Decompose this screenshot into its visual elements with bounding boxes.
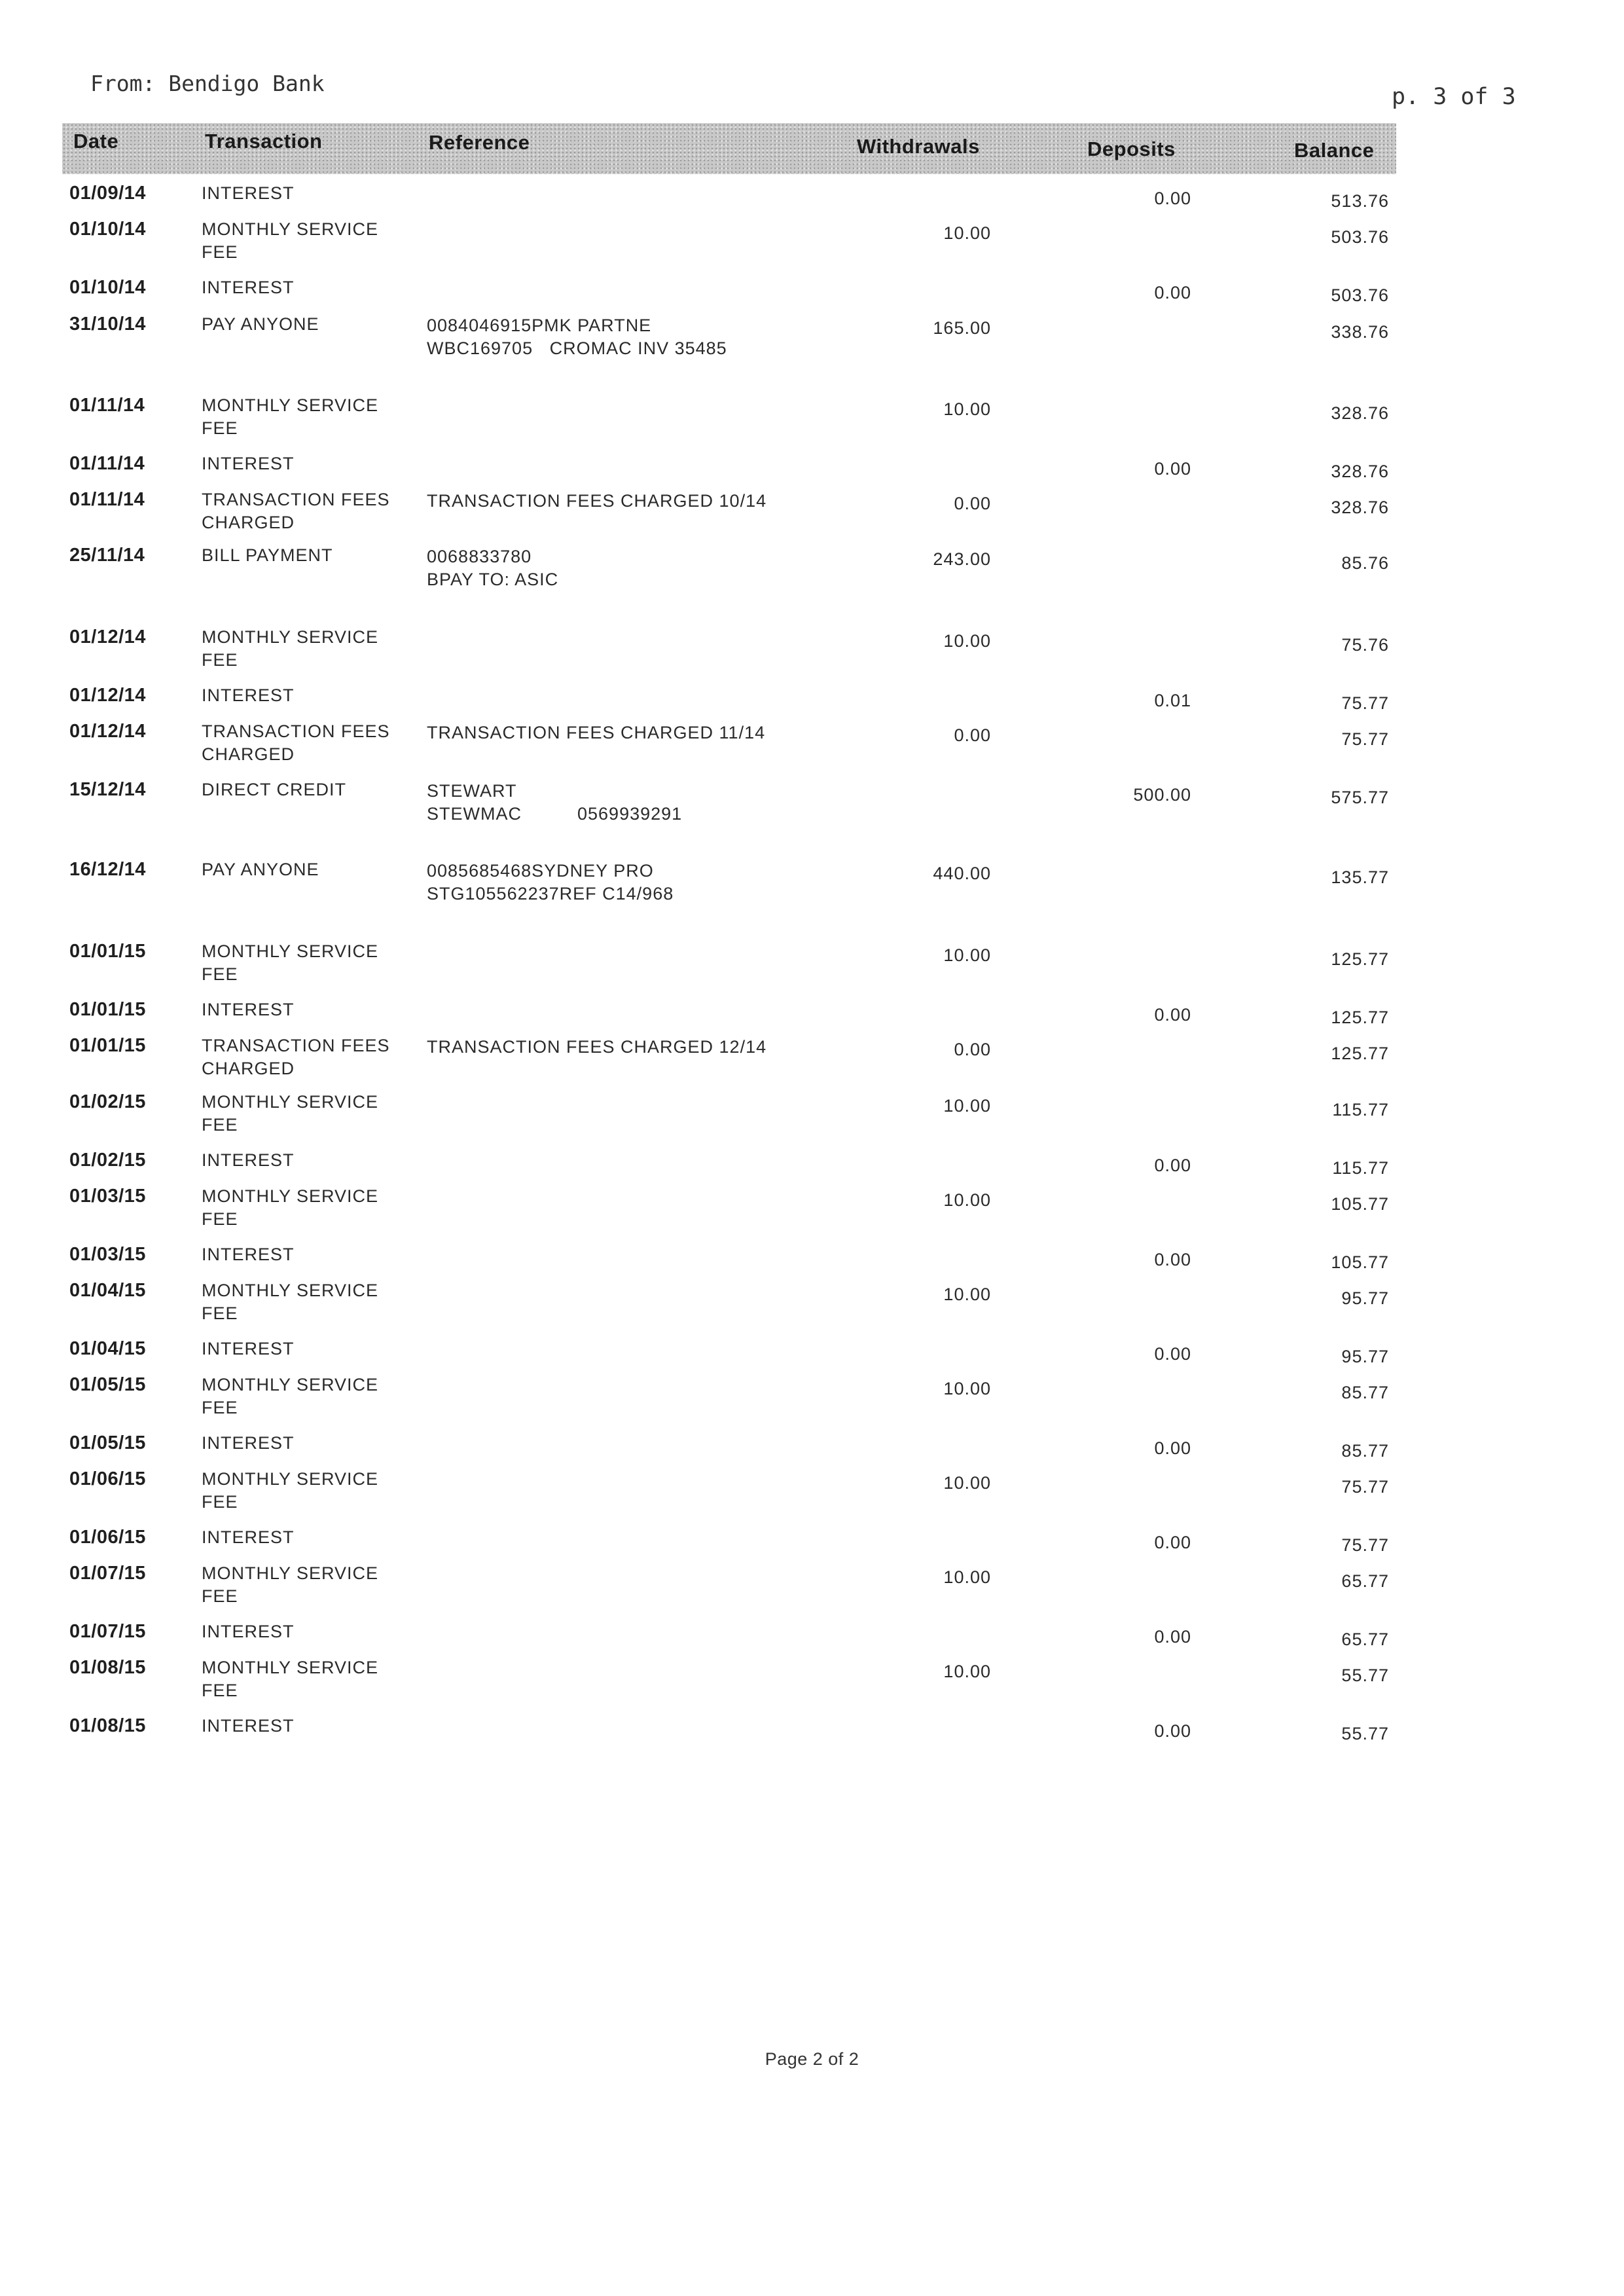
row-transaction: INTEREST xyxy=(202,1339,295,1358)
table-row xyxy=(0,218,1624,264)
row-transaction: MONTHLY SERVICE FEE xyxy=(202,1469,379,1512)
row-deposit: 0.00 xyxy=(1154,1721,1191,1741)
row-transaction: INTEREST xyxy=(202,1527,295,1547)
row-transaction: INTEREST xyxy=(202,685,295,705)
row-deposit: 0.00 xyxy=(1154,459,1191,479)
row-transaction: MONTHLY SERVICE FEE xyxy=(202,627,379,670)
row-balance: 125.77 xyxy=(1331,949,1389,969)
column-header-balance: Balance xyxy=(1294,139,1375,162)
row-reference: TRANSACTION FEES CHARGED 11/14 xyxy=(427,723,766,742)
row-deposit: 0.00 xyxy=(1154,1156,1191,1175)
row-deposit: 0.00 xyxy=(1154,1005,1191,1025)
table-row xyxy=(0,1715,1624,1760)
row-balance: 115.77 xyxy=(1332,1158,1389,1178)
row-transaction: INTEREST xyxy=(202,454,295,473)
row-transaction: INTEREST xyxy=(202,1433,295,1453)
row-withdrawal: 10.00 xyxy=(943,1096,991,1116)
row-balance: 85.76 xyxy=(1341,553,1389,573)
table-row xyxy=(0,778,1624,824)
row-date: 01/06/15 xyxy=(69,1527,146,1548)
row-balance: 75.77 xyxy=(1341,729,1389,749)
table-row xyxy=(0,626,1624,672)
row-deposit: 0.00 xyxy=(1154,1533,1191,1552)
row-reference: 0085685468SYDNEY PRO STG105562237REF C14/968 xyxy=(427,861,674,903)
row-date: 01/09/14 xyxy=(69,183,146,204)
table-row xyxy=(0,1091,1624,1137)
row-withdrawal: 10.00 xyxy=(943,223,991,243)
row-date: 01/01/15 xyxy=(69,999,146,1020)
row-deposit: 0.00 xyxy=(1154,1344,1191,1364)
row-transaction: TRANSACTION FEES CHARGED xyxy=(202,721,390,764)
row-transaction: INTEREST xyxy=(202,1150,295,1170)
row-date: 01/12/14 xyxy=(69,721,146,742)
row-date: 01/12/14 xyxy=(69,685,146,706)
row-date: 01/01/15 xyxy=(69,941,146,962)
row-withdrawal: 10.00 xyxy=(943,1567,991,1587)
column-header-withdrawals: Withdrawals xyxy=(857,135,980,158)
row-withdrawal: 165.00 xyxy=(933,318,991,338)
table-row xyxy=(0,1374,1624,1419)
column-header-reference: Reference xyxy=(429,131,530,154)
row-withdrawal: 10.00 xyxy=(943,1662,991,1681)
row-transaction: INTEREST xyxy=(202,278,295,297)
row-transaction: PAY ANYONE xyxy=(202,860,319,879)
row-transaction: MONTHLY SERVICE FEE xyxy=(202,1092,379,1135)
row-date: 01/12/14 xyxy=(69,627,146,647)
row-date: 01/11/14 xyxy=(69,453,145,474)
row-withdrawal: 243.00 xyxy=(933,549,991,569)
row-deposit: 0.00 xyxy=(1154,1438,1191,1458)
row-balance: 338.76 xyxy=(1331,322,1389,342)
row-transaction: MONTHLY SERVICE FEE xyxy=(202,1281,379,1323)
row-withdrawal: 10.00 xyxy=(943,1379,991,1398)
row-transaction: INTEREST xyxy=(202,1000,295,1019)
page-footer: Page 2 of 2 xyxy=(765,2049,859,2069)
row-transaction: BILL PAYMENT xyxy=(202,545,333,565)
row-date: 01/05/15 xyxy=(69,1432,146,1453)
table-row xyxy=(0,858,1624,904)
fax-header-page-number: p. 3 of 3 xyxy=(1392,84,1516,110)
table-row xyxy=(0,1562,1624,1608)
row-balance: 125.77 xyxy=(1331,1008,1389,1027)
row-reference: 0068833780 BPAY TO: ASIC xyxy=(427,547,559,589)
row-balance: 135.77 xyxy=(1331,867,1389,887)
row-balance: 125.77 xyxy=(1331,1044,1389,1063)
table-row xyxy=(0,488,1624,534)
table-row xyxy=(0,1034,1624,1080)
row-withdrawal: 10.00 xyxy=(943,631,991,651)
row-withdrawal: 10.00 xyxy=(943,1285,991,1304)
row-transaction: TRANSACTION FEES CHARGED xyxy=(202,490,390,532)
row-transaction: MONTHLY SERVICE FEE xyxy=(202,1186,379,1229)
row-deposit: 0.00 xyxy=(1154,1250,1191,1269)
row-reference: 0084046915PMK PARTNE WBC169705 CROMAC INV 35485 xyxy=(427,316,727,358)
row-deposit: 500.00 xyxy=(1133,785,1191,805)
row-withdrawal: 10.00 xyxy=(943,945,991,965)
row-date: 15/12/14 xyxy=(69,779,146,800)
row-date: 25/11/14 xyxy=(69,545,145,566)
row-withdrawal: 0.00 xyxy=(954,494,991,513)
row-date: 01/11/14 xyxy=(69,395,145,416)
row-withdrawal: 440.00 xyxy=(933,864,991,883)
row-balance: 85.77 xyxy=(1341,1383,1389,1402)
row-balance: 503.76 xyxy=(1331,285,1389,305)
row-date: 01/10/14 xyxy=(69,219,146,240)
column-header-deposits: Deposits xyxy=(1087,137,1176,160)
row-transaction: MONTHLY SERVICE FEE xyxy=(202,1563,379,1606)
row-transaction: MONTHLY SERVICE FEE xyxy=(202,1375,379,1417)
row-balance: 328.76 xyxy=(1331,498,1389,517)
row-balance: 328.76 xyxy=(1331,403,1389,423)
row-balance: 75.77 xyxy=(1341,693,1389,713)
row-balance: 328.76 xyxy=(1331,462,1389,481)
row-balance: 105.77 xyxy=(1331,1252,1389,1272)
row-balance: 75.77 xyxy=(1341,1477,1389,1497)
row-date: 01/10/14 xyxy=(69,277,146,298)
row-date: 01/08/15 xyxy=(69,1657,146,1678)
row-transaction: MONTHLY SERVICE FEE xyxy=(202,941,379,984)
row-transaction: INTEREST xyxy=(202,183,295,203)
row-balance: 503.76 xyxy=(1331,227,1389,247)
row-balance: 55.77 xyxy=(1341,1724,1389,1743)
row-deposit: 0.00 xyxy=(1154,1627,1191,1647)
table-row xyxy=(0,940,1624,986)
table-row xyxy=(0,394,1624,440)
row-reference: TRANSACTION FEES CHARGED 10/14 xyxy=(427,491,767,511)
row-date: 01/03/15 xyxy=(69,1244,146,1265)
row-deposit: 0.01 xyxy=(1154,691,1191,710)
row-transaction: MONTHLY SERVICE FEE xyxy=(202,219,379,262)
row-date: 01/07/15 xyxy=(69,1621,146,1642)
row-balance: 105.77 xyxy=(1331,1194,1389,1214)
row-balance: 65.77 xyxy=(1341,1630,1389,1649)
column-header-date: Date xyxy=(73,130,119,153)
row-date: 01/06/15 xyxy=(69,1468,146,1489)
row-date: 01/11/14 xyxy=(69,489,145,510)
fax-header-from: From: Bendigo Bank xyxy=(90,71,325,96)
row-balance: 513.76 xyxy=(1331,191,1389,211)
row-date: 16/12/14 xyxy=(69,859,146,880)
row-withdrawal: 10.00 xyxy=(943,399,991,419)
table-row xyxy=(0,313,1624,359)
row-withdrawal: 10.00 xyxy=(943,1473,991,1493)
table-row xyxy=(0,1656,1624,1702)
row-balance: 575.77 xyxy=(1331,788,1389,807)
row-transaction: MONTHLY SERVICE FEE xyxy=(202,395,379,438)
table-row xyxy=(0,720,1624,766)
row-balance: 65.77 xyxy=(1341,1571,1389,1591)
row-date: 01/02/15 xyxy=(69,1091,146,1112)
row-transaction: INTEREST xyxy=(202,1622,295,1641)
row-date: 01/07/15 xyxy=(69,1563,146,1584)
row-date: 01/02/15 xyxy=(69,1150,146,1171)
row-withdrawal: 0.00 xyxy=(954,725,991,745)
row-transaction: MONTHLY SERVICE FEE xyxy=(202,1658,379,1700)
row-balance: 95.77 xyxy=(1341,1347,1389,1366)
row-date: 01/01/15 xyxy=(69,1035,146,1056)
column-header-transaction: Transaction xyxy=(205,130,323,153)
row-balance: 75.76 xyxy=(1341,635,1389,655)
row-balance: 95.77 xyxy=(1341,1288,1389,1308)
row-date: 01/04/15 xyxy=(69,1338,146,1359)
row-reference: STEWART STEWMAC 0569939291 xyxy=(427,781,683,824)
row-transaction: PAY ANYONE xyxy=(202,314,319,334)
row-withdrawal: 0.00 xyxy=(954,1040,991,1059)
row-balance: 75.77 xyxy=(1341,1535,1389,1555)
row-date: 01/03/15 xyxy=(69,1186,146,1207)
row-date: 31/10/14 xyxy=(69,314,146,335)
row-transaction: INTEREST xyxy=(202,1245,295,1264)
row-balance: 85.77 xyxy=(1341,1441,1389,1461)
row-date: 01/04/15 xyxy=(69,1280,146,1301)
row-deposit: 0.00 xyxy=(1154,283,1191,302)
table-row xyxy=(0,1185,1624,1231)
row-date: 01/05/15 xyxy=(69,1374,146,1395)
table-row xyxy=(0,544,1624,590)
row-balance: 55.77 xyxy=(1341,1666,1389,1685)
row-reference: TRANSACTION FEES CHARGED 12/14 xyxy=(427,1037,767,1057)
row-date: 01/08/15 xyxy=(69,1715,146,1736)
row-deposit: 0.00 xyxy=(1154,189,1191,208)
table-row xyxy=(0,1279,1624,1325)
row-withdrawal: 10.00 xyxy=(943,1190,991,1210)
table-row xyxy=(0,1468,1624,1514)
row-balance: 115.77 xyxy=(1332,1100,1389,1120)
row-transaction: DIRECT CREDIT xyxy=(202,780,347,799)
row-transaction: INTEREST xyxy=(202,1716,295,1736)
row-transaction: TRANSACTION FEES CHARGED xyxy=(202,1036,390,1078)
